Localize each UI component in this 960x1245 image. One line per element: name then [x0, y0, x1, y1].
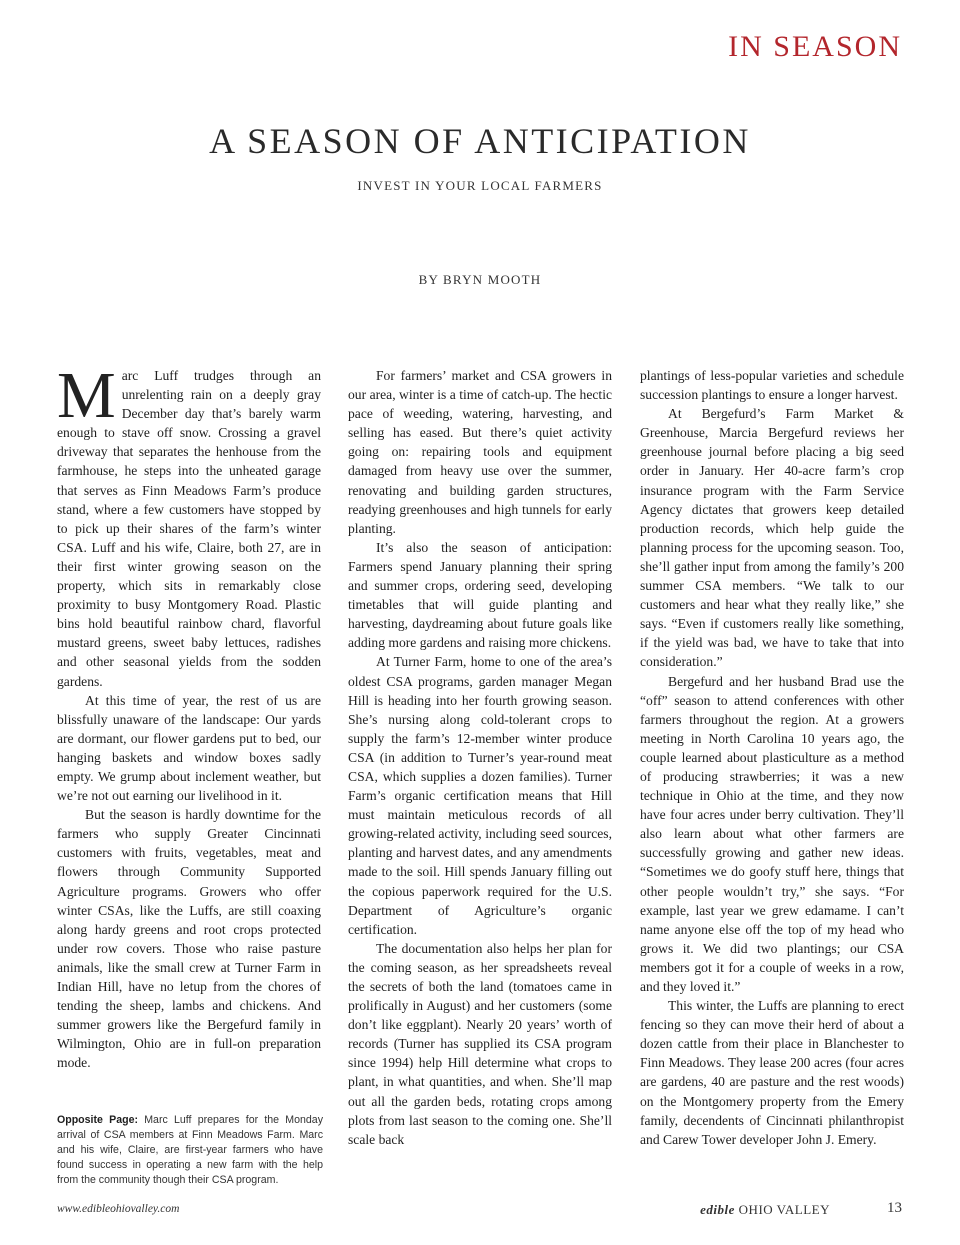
photo-caption: [57, 1113, 323, 1188]
drop-cap: M: [57, 359, 116, 432]
paragraph: plantings of less-popular varieties and schedule succession plantings to ensure a longer harvest.: [640, 368, 904, 403]
paragraph: At Turner Farm, home to one of the area’s oldest CSA programs, garden manager Megan Hill is heading into her fourth growing season. She’s nursing along cold-tolerant crops to supply the farm’s 12-member winter produce CSA (in addition to Turner’s year-round meat CSA, which supplies a dozen families). Turner Farm’s organic certification means that Hill must maintain meticulous records of all growing-related activity, including seed sources, planting and harvest dates, and any amendments made to the soil. Hill spends January filling out the copious paperwork required for the U.S. Department of Agriculture’s organic certification.: [348, 654, 612, 937]
page-number: 13: [887, 1200, 902, 1216]
paragraph: [57, 359, 321, 691]
article-subtitle: INVEST IN YOUR LOCAL FARMERS: [357, 178, 603, 193]
caption-text: Marc Luff prepares for the Monday arrival of CSA members at Finn Meadows Farm. Marc and his wife, Claire, are first-year farmers who have found success in operating a new farm with the help from the community though their CSA program.: [57, 1114, 323, 1186]
paragraph: But the season is hardly downtime for the farmers who supply Greater Cincinnati customers with fruits, vegetables, meat and flowers through Community Supported Agriculture programs. Growers who offer winter CSAs, like the Luffs, are still coaxing along hardy greens and root crops protected under row covers. Those who raise pasture animals, like the small crew at Turner Farm in Indian Hill, have no letup from the chores of tending the sheep, lambs and chickens. And summer growers like the Bergefurd family in Wilmington, Ohio are in full-on preparation mode.: [57, 807, 321, 1071]
section-tag: IN SEASON: [728, 30, 902, 63]
article-byline: BY BRYN MOOTH: [418, 272, 542, 287]
paragraph: At Bergefurd’s Farm Market & Greenhouse, Marcia Bergefurd reviews her greenhouse journal before placing a big seed order in January. Her 40-acre farm’s crop insurance program with the Farm Service Agency dictates that growers keep detailed production records, which help guide the planning process for the upcoming season. Too, she’ll gather input from among the family’s 200 summer CSA members. “We talk to our customers and hear what they really like,” she says. “Even if customers really like something, if the yield was bad, we have to take that into consideration.”: [640, 406, 904, 670]
magazine-brand: edible: [700, 1202, 735, 1217]
footer-magazine: [700, 1202, 830, 1218]
article-title: A SEASON OF ANTICIPATION: [209, 121, 751, 161]
column-2: [348, 366, 612, 1149]
caption-label: Opposite Page:: [57, 1114, 138, 1126]
magazine-region: OHIO VALLEY: [734, 1202, 830, 1217]
paragraph: It’s also the season of anticipation: Farmers spend January planning their spring and summer crops, ordering seed, developing timetables that will guide planting and harvesting, daydreaming about future goals like adding more gardens and raising more chickens.: [348, 539, 612, 651]
footer-url: www.edibleohiovalley.com: [57, 1203, 180, 1215]
paragraph: Bergefurd and her husband Brad use the “off” season to attend conferences with other farmers throughout the region. At a growers meeting in North Carolina 10 years ago, the couple learned about plasticulture as a method of producing strawberries; it was a new technique in Ohio at the time, and they now have four acres under berry cultivation. They’ll also learn about what other farmers are successfully growing and gather new ideas. “Sometimes we do goofy stuff here, things that other people wouldn’t try,” she says. “For example, last year we grew edamame. I can’t name anyone else off the top of my head who grows it. We did two plantings; our CSA members got it for a couple of weeks in a row, and they loved it.”: [640, 673, 904, 994]
column-3: [640, 366, 904, 1149]
paragraph: The documentation also helps her plan for the coming season, as her spreadsheets reveal the secrets of both the land (tomatoes came in prolifically in August) and her customers (some don’t like eggplant). Nearly 20 years’ worth of records (Turner has supplied its CSA program since 1994) help Hill determine what crops to plant, in what quantities, and when. She’ll map out all the garden beds, rotating crops among plots from last season to the coming one. She’ll scale back: [348, 940, 612, 1147]
paragraph: At this time of year, the rest of us are blissfully unaware of the landscape: Our yards are dormant, our flower gardens put to bed, our hanging baskets and window boxes sadly empty. We grump about inclement weather, but we’re not out earning our livelihood in it.: [57, 692, 321, 804]
paragraph: This winter, the Luffs are planning to erect fencing so they can move their herd of about a dozen cattle from their place in Blanchester to Finn Meadows. They lease 200 acres (four acres are gardens, 40 are pasture and the rest woods) on the Montgomery property from the Emery family, decendents of Cincinnati philanthropist and Carew Tower developer John J. Emery.: [640, 998, 904, 1147]
paragraph-text: arc Luff trudges through an unrelenting rain on a deeply gray December day that’s barely warm enough to stave off snow. Crossing a gravel driveway that separates the henhouse from the farmhouse, he steps into the unheated garage that serves as Finn Meadows Farm’s produce stand, where a few customers have stopped by to pick up their shares of the farm’s winter CSA. Luff and his wife, Claire, both 27, are in their first winter growing season on the property, which sits in remarkably close proximity to busy Montgomery Road. Plastic bins hold beautiful rainbow chard, flavorful mustard greens, sweet baby lettuces, radishes and other seasonal yields from the sodden gardens.: [57, 368, 321, 689]
paragraph: For farmers’ market and CSA growers in our area, winter is a time of catch-up. The hectic pace of weeding, watering, harvesting, and selling has eased. But there’s quiet activity going on: repairing tools and equipment damaged from heavy use over the summer, renovating and building garden structures, readying greenhouses and high tunnels for early planting.: [348, 368, 612, 536]
column-1: [57, 359, 321, 1072]
